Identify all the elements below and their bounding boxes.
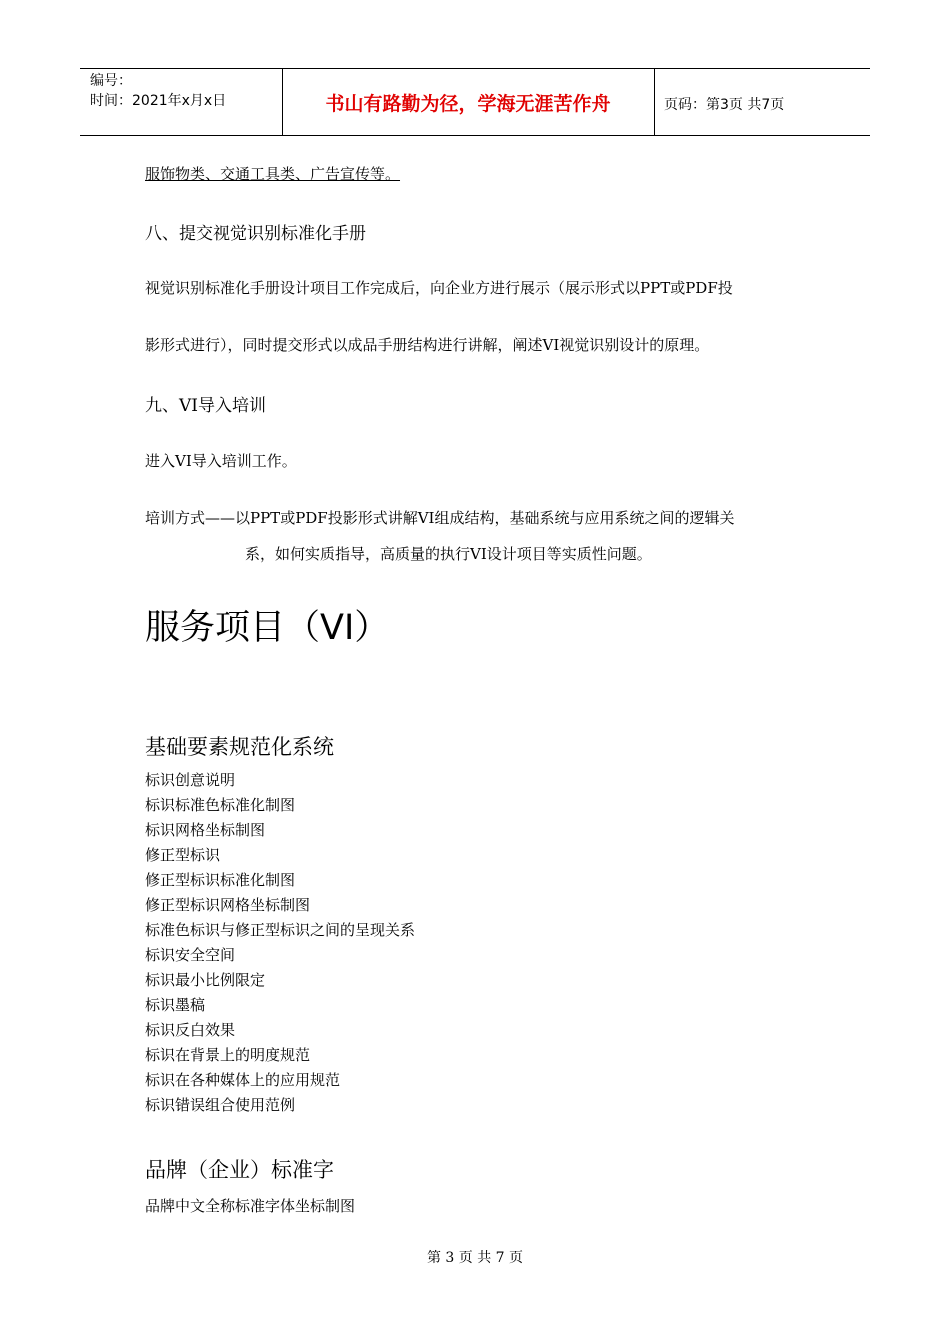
section-9-paragraph-2-line-2: 系，如何实质指导，高质量的执行VI设计项目等实质性问题。 <box>245 545 652 563</box>
list-item: 标识标准色标准化制图 <box>145 796 296 814</box>
section-9-paragraph-2-line-1: 培训方式——以PPT或PDF投影形式讲解VI组成结构，基础系统与应用系统之间的逻辑关 <box>145 509 735 527</box>
header-motto: 书山有路勤为径，学海无涯苦作舟 <box>282 69 655 135</box>
list-item: 标识在各种媒体上的应用规范 <box>145 1071 341 1089</box>
brand-typeface-heading: 品牌（企业）标准字 <box>145 1158 334 1182</box>
section-9-paragraph-1: 进入VI导入培训工作。 <box>145 452 297 470</box>
list-item: 标识创意说明 <box>145 771 236 789</box>
list-item: 标识最小比例限定 <box>145 971 266 989</box>
list-item: 修正型标识标准化制图 <box>145 871 296 889</box>
list-item: 标识安全空间 <box>145 946 236 964</box>
continuation-line: 服饰物类、交通工具类、广告宣传等。 <box>145 165 401 183</box>
list-item: 标识网格坐标制图 <box>145 821 266 839</box>
basic-elements-heading: 基础要素规范化系统 <box>145 735 334 759</box>
list-item: 修正型标识网格坐标制图 <box>145 896 311 914</box>
section-8-title: 八、提交视觉识别标准化手册 <box>145 224 366 244</box>
header-date: 时间：2021年x月x日 <box>90 93 227 109</box>
basic-elements-list <box>145 769 415 1119</box>
list-item: 标识反白效果 <box>145 1021 236 1039</box>
header-meta <box>80 69 283 135</box>
section-8-paragraph-line-2: 影形式进行），同时提交形式以成品手册结构进行讲解，阐述VI视觉识别设计的原理。 <box>145 336 710 354</box>
page-header <box>80 68 870 136</box>
list-item: 标识在背景上的明度规范 <box>145 1046 311 1064</box>
page-footer: 第 3 页 共 7 页 <box>426 1250 524 1266</box>
header-number: 编号： <box>90 73 132 89</box>
list-item: 修正型标识 <box>145 846 221 864</box>
list-item: 标识错误组合使用范例 <box>145 1096 296 1114</box>
header-page-number: 页码：第3页 共7页 <box>664 97 785 113</box>
services-title: 服务项目（VI） <box>145 608 390 648</box>
list-item: 标准色标识与修正型标识之间的呈现关系 <box>145 921 416 939</box>
section-9-title: 九、VI导入培训 <box>145 396 266 416</box>
list-item: 标识墨稿 <box>145 996 206 1014</box>
brand-typeface-item: 品牌中文全称标准字体坐标制图 <box>145 1197 356 1215</box>
section-8-paragraph-line-1: 视觉识别标准化手册设计项目工作完成后，向企业方进行展示（展示形式以PPT或PDF投 <box>145 279 733 297</box>
